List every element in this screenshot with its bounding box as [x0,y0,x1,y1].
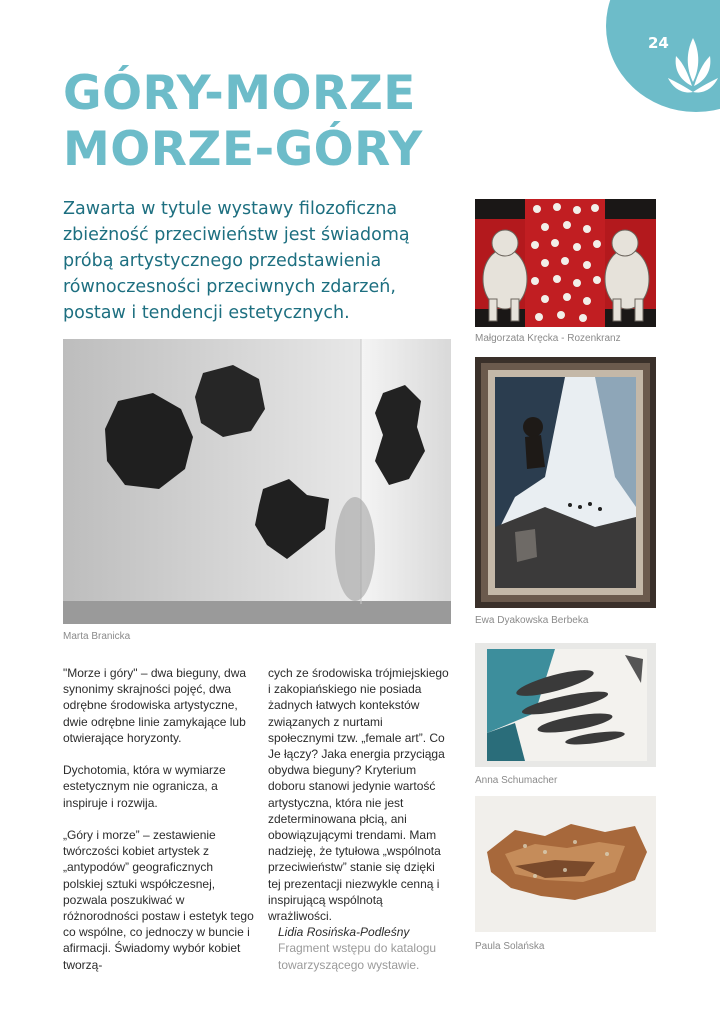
body-column-1 [63,665,255,973]
caption-solanska: Paula Solańska [475,941,545,952]
author-signature: Lidia Rosińska-Podleśny [278,925,410,940]
body-paragraph-3: „Góry i morze” – zestawienie twórczości kobiet artystek z „antypodów” geograficznych polskiej sztuki współczesnej, pozwala poszukiwać w różnorodności postaw i estetyk tego co wspólne, co jednoczy w buncie i afirmacji. Świadomy wybór kobiet tworzą- [63,828,254,972]
title-line-1: GÓRY-MORZE [63,66,416,121]
artwork-solanska [475,796,656,932]
lead-paragraph: Zawarta w tytule wystawy filozoficzna zbieżność przeciwieństw jest świadomą próbą artystycznego przedstawienia równoczesności przeciwnych zdarzeń, postaw i tendencji estetycznych. [63,199,410,323]
caption-krecka: Małgorzata Kręcka - Rozenkranz [475,333,621,344]
artwork-schumacher [475,643,656,767]
caption-berbeka: Ewa Dyakowska Berbeka [475,615,589,626]
body-paragraph-1: "Morze i góry" – dwa bieguny, dwa synonimy skrajności pojęć, dwa odrębne środowiska artystyczne, dwie odrębne linie zamykające lub otwierające horyzonty. [63,666,247,745]
page-title [63,66,423,178]
caption-branicka: Marta Branicka [63,631,131,642]
body-paragraph-2: Dychotomia, która w wymiarze estetycznym nie ogranicza, a inspiruje i rozwija. [63,763,226,810]
title-line-2: MORZE-GÓRY [63,122,423,177]
artwork-berbeka [475,357,656,608]
artwork-branicka [63,339,451,624]
artwork-krecka [475,199,656,327]
source-note: Fragment wstępu do katalogu towarzyszącego wystawie. [278,941,437,972]
body-paragraph-4: cych ze środowiska trójmiejskiego i zakopiańskiego nie posiada żadnych łatwych kontekstów związanych z nurtami społecznymi tzw. „female art”. Co Je łączy? Jaka energia przyciąga obydwa bieguny? Kryterium doboru stanowi jedynie wartość artystyczna, która nie jest zdeterminowana płcią, ani obowiązującymi trendami. Mam nadzieję, że tytułowa „wspólnota przeciwieństw” stanie się dzięki tej prezentacji niezwykle cenną i inspirującą wspólnotą wrażliwości. [268,666,449,924]
page-number: 24 [648,34,669,52]
body-column-2 [268,665,450,973]
caption-schumacher: Anna Schumacher [475,775,558,786]
leaf-logo-icon [666,34,720,102]
